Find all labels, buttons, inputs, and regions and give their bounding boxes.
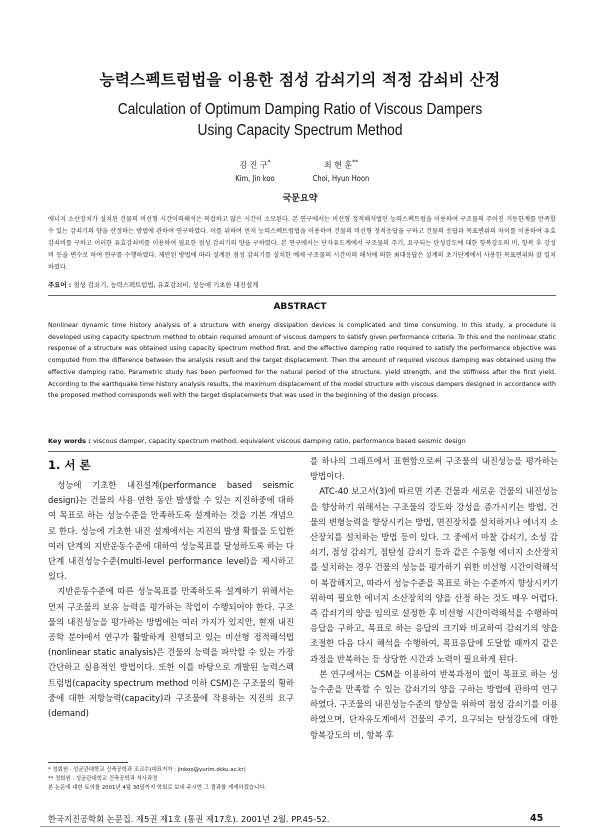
body-left-column <box>48 478 294 721</box>
footnote-rule <box>48 762 128 763</box>
keywords-english <box>48 437 556 445</box>
abstract-english: Nonlinear dynamic time history analysis of a structure with energy dissipation devices is complicated and time consuming. In this study, a procedure is developed using capacity spectrum method to obtain required amount of viscous dampers to satisfy given performance criteria. To this end the nonlinear static response of a structure was obtained using capacity spectrum method first, and the effective damping ratio required to satisfy the performance objective was computed from the difference between the analysis result and the target displacement. Then the amount of required viscous damping was obtained using the effective damping ratio. Parametric study has been performed for the natural period of the structure, yield strength, and the stiffness after the first yield. According to the earthquake time history analysis results, the maximum displacement of the model structure with viscous dampers designed in accordance with the proposed method corresponds well with the target displacements that was used in the beginning of the design process. <box>48 322 556 400</box>
divider <box>48 451 556 452</box>
abstract-korean-heading: 국문요약 <box>282 194 318 204</box>
footnote: 본 논문에 대한 토의를 2001년 4월 30일까지 학회로 보내 주시면 그 결과를 게재하겠습니다. <box>48 785 267 791</box>
author-1-name-en: Kim, Jin koo <box>235 173 275 183</box>
author-1-mark: * <box>267 159 271 166</box>
footer-rule <box>40 826 560 827</box>
author-1 <box>210 156 300 185</box>
keywords-english-label: Key words : <box>48 437 91 445</box>
author-2-mark: ** <box>352 159 359 166</box>
keywords-korean-text: 점성 감쇠기, 능력스펙트럼법, 유효감쇠비, 성능에 기초한 내진설계 <box>73 281 259 289</box>
author-2-name-ko: 최 현 훈 <box>323 160 353 170</box>
author-2-name-en: Choi, Hyun Hoon <box>312 173 370 183</box>
abstract-korean: 에너지 소산장치가 설치된 건물의 비선형 시간이력해석은 복잡하고 많은 시간이 소모된다. 본 연구에서는 비선형 정적해석법인 능력스펙트럼을 이용하여 구조물의 주어진 거동한계를 만족할 수 있는 감쇠기의 양을 산정하는 방법에 관하여 연구하였다. 이를 위하여 먼저 능력스펙트럼법을 이용하여 건물의 비선형 정적응답을 구하고 건물의 응답과 목표변위의 차이를 이용하여 유효감쇠비를 구하고 이러한 유효감쇠비를 이용하여 필요한 점성 감쇠기의 양을 구하였다. 본 연구에서는 단자유도계에서 구조물의 주기, 요구되는 탄성강도에 대한 항복강도의 비, 항복 후 강성비 등을 변수로 하여 연구를 수행하였다. 제안된 방법에 따라 설계된 점성 감쇠기를 설치한 예제 구조물의 시간이력 해석에 의한 최대응답은 설계의 초기단계에서 사용한 목표변위와 잘 일치하였다. <box>48 216 556 271</box>
body-paragraph: 를 하나의 그래프에서 표현함으로써 구조물의 내진성능을 평가하는 방법이다. <box>310 456 558 482</box>
page-number: 45 <box>530 813 544 824</box>
footnote: ** 정회원 · 성균관대학교 건축공학과 석사과정 <box>48 776 158 782</box>
keywords-korean <box>48 280 556 289</box>
body-paragraph: ATC-40 보고서(3)에 따르면 기존 건물과 새로운 건물의 내진성능을 향상하기 위해서는 구조물의 강도와 강성을 증가시키는 방법, 건물의 변형능력을 향상시키는 방법, 면진장치를 설치하거나 에너지 소산장치를 설치하는 방법 등이 있다. 그 중에서 마찰 감쇠기, 소성 감쇠기, 점성 감쇠기, 점탄성 감쇠기 등과 같은 수동형 에너지 소산장치를 설치하는 경우 건물의 성능을 평가하기 위한 비선형 시간이력해석이 복잡해지고, 따라서 성능수준을 목표로 하는 수준까지 향상시키기 위하여 필요한 에너지 소산장치의 양을 산정 하는 것도 매우 어렵다. 즉 감쇠기의 양을 임의로 설정한 후 비선형 시간이력해석을 수행하여 응답을 구하고, 목표로 하는 응답의 크기와 비교하여 감쇠기의 양을 조절한 다음 다시 해석을 수행하여, 목표응답에 도달할 때까지 같은 과정을 반복하는 등 상당한 시간과 노력이 필요하게 된다. <box>310 486 558 664</box>
body-right-column <box>310 454 558 743</box>
paper-title-english-line1: Calculation of Optimum Damping Ratio of Viscous Dampers <box>117 101 483 118</box>
keywords-korean-label: 주요어 : <box>48 281 72 289</box>
body-paragraph: 성능에 기초한 내진설계(performance based seismic design)는 건물의 사용 연한 동안 발생할 수 있는 지진하중에 대하여 목표로 하는 성능수준을 만족하도록 설계하는 것을 기본 개념으로 한다. 성능에 기초한 내진 설계에서는 지진의 발생 확률을 도입한 여러 단계의 지반운동수준에 대하여 성능목표를 달성하도록 하는 다단계 내진성능수준(multi-level performance level)을 제시하고 있다. <box>48 480 294 582</box>
keywords-english-text: viscous damper, capacity spectrum method, equivalent viscous damping ratio, performance based seismic design <box>92 437 466 445</box>
divider <box>48 295 556 296</box>
body-paragraph: 본 연구에서는 CSM을 이용하여 반복과정이 없이 목표로 하는 성능수준을 만족할 수 있는 감쇠기의 양을 구하는 방법에 관하여 연구하였다. 구조물의 내진성능수준의 향상을 위하여 점성 감쇠기를 이용하였으며, 단자유도계에서 건물의 주기, 요구되는 탄성강도에 대한 항복강도의 비, 항복 후 <box>310 668 558 740</box>
author-1-name-ko: 김 진 구 <box>239 160 268 170</box>
footnotes <box>48 766 298 793</box>
abstract-english-heading: ABSTRACT <box>273 302 327 312</box>
author-2 <box>296 156 386 185</box>
section-1-heading: 1. 서 론 <box>48 458 91 472</box>
body-paragraph: 지반운동수준에 따른 성능목표를 만족하도록 설계하기 위해서는 먼저 구조물의 보유 능력을 평가하는 작업이 수행되어야 한다. 구조물의 내진성능을 평가하는 방법에는 여러 가지가 있지만, 현재 내진공학 분야에서 연구가 활발하게 진행되고 있는 비선형 정적해석법(nonlinear static analysis)은 건물의 능력을 파악할 수 있는 가장 간단하고 실용적인 방법이다. 또한 이를 바탕으로 개발된 능력스펙트럼법(capacity spectrum method 이하 CSM)은 구조물의 횡하중에 대한 저항능력(capacity)과 구조물에 작용하는 지진의 요구(demand) <box>48 586 294 719</box>
paper-title-korean: 능력스펙트럼법을 이용한 점성 감쇠기의 적정 감쇠비 산정 <box>99 71 501 89</box>
footnote: * 정회원 · 성균관대학교 건축공학과 조교수(대표저자 : jinkoo@yurim.skku.ac.kr) <box>48 767 246 773</box>
journal-footer: 한국지진공학회 논문집. 제5권 제1호 (통권 제17호). 2001년 2월. PP.45-52. <box>48 814 330 824</box>
paper-title-english-line2: Using Capacity Spectrum Method <box>197 122 403 139</box>
